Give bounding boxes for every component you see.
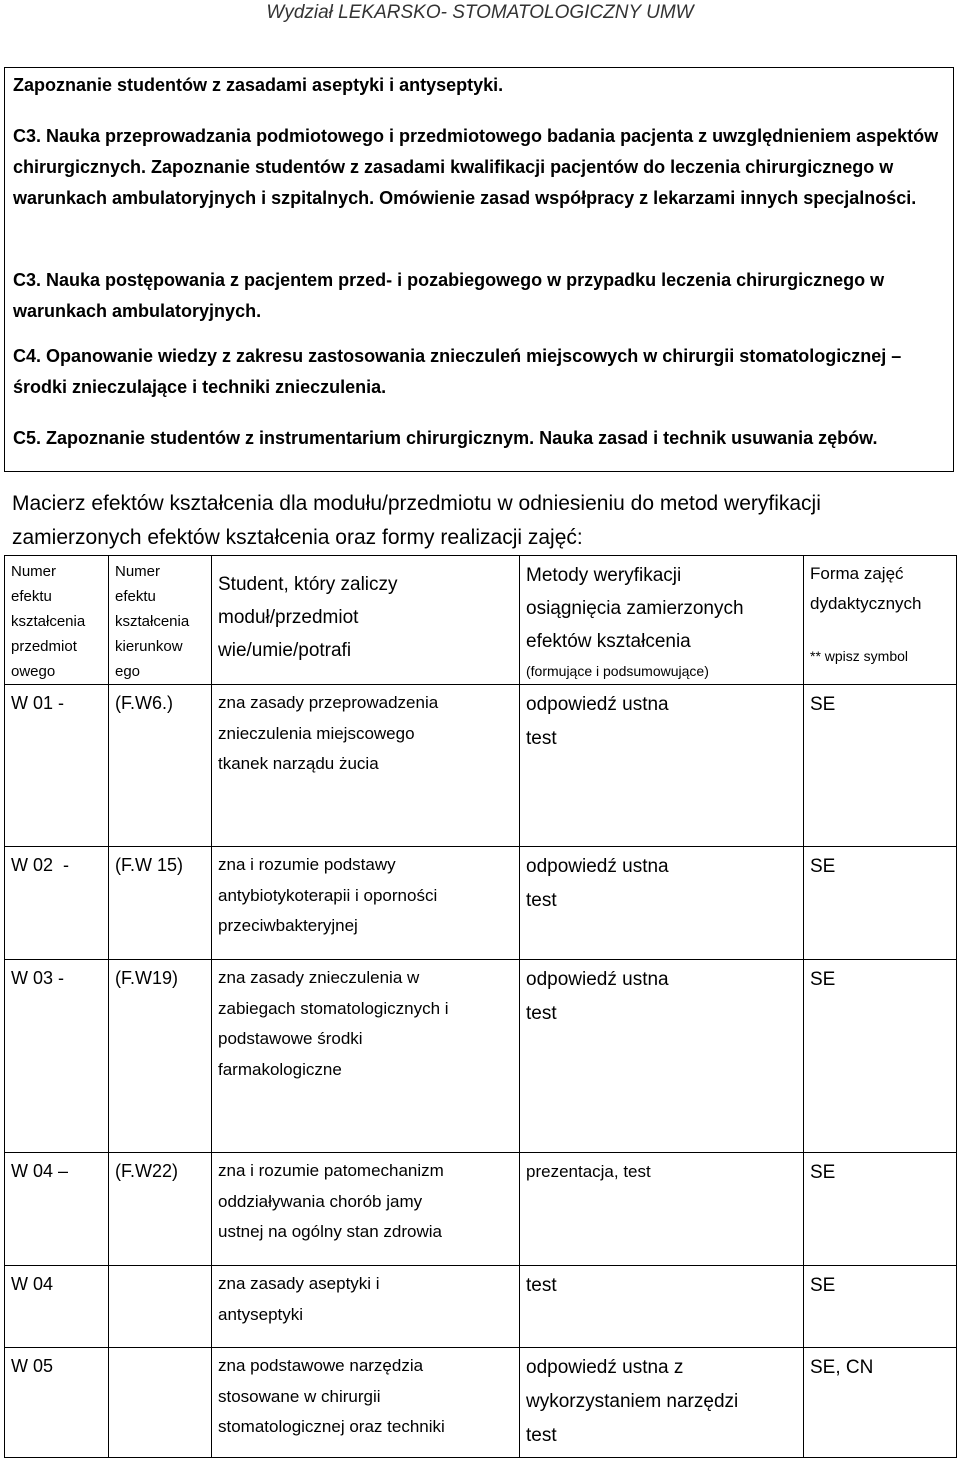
class-form: SE, CN [804,1348,957,1458]
verification-method: test [520,1266,804,1348]
matrix-title: Macierz efektów kształcenia dla modułu/przedmiotu w odniesieniu do metod weryfikacji zamierzonych efektów kształcenia oraz formy realizacji zajęć: [12,492,821,549]
course-outcome-code: W 02 - [5,847,109,960]
table-row [5,1348,957,1458]
verification-method: odpowiedź ustna test [520,847,804,960]
class-form: SE [804,847,957,960]
class-form: SE [804,960,957,1153]
class-form-sublabel: ** wpisz symbol [810,648,909,664]
page-header: Wydział LEKARSKO- STOMATOLOGICZNY UMW [266,2,694,23]
table-header-row [5,556,957,685]
course-objectives-box [4,67,954,472]
table-row [5,1266,957,1348]
learning-outcomes-table [4,555,957,1458]
program-outcome-ref: (F.W22) [109,1153,212,1266]
header-program-outcome-number: Numer efektu kształcenia kierunkow ego [109,556,212,685]
header-verification-methods [520,556,804,685]
outcome-description: zna i rozumie patomechanizm oddziaływania chorób jamy ustnej na ogólny stan zdrowia [212,1153,520,1266]
course-outcome-code: W 03 - [5,960,109,1153]
table-row [5,685,957,847]
outcome-description: zna zasady aseptyki i antyseptyki [212,1266,520,1348]
class-form: SE [804,685,957,847]
course-outcome-code: W 04 – [5,1153,109,1266]
class-form: SE [804,1266,957,1348]
objective-paragraph: C3. Nauka przeprowadzania podmiotowego i przedmiotowego badania pacjenta z uwzględnieniem aspektów chirurgicznych. Zapoznanie studentów z zasadami kwalifikacji pacjentów do leczenia chirurgicznego w warunkach ambulatoryjnych i szpitalnych. Omówienie zasad współpracy z lekarzami innych specjalności. [13,126,939,208]
program-outcome-ref [109,1348,212,1458]
header-course-outcome-number: Numer efektu kształcenia przedmiot owego [5,556,109,685]
program-outcome-ref: (F.W6.) [109,685,212,847]
verification-method: odpowiedź ustna test [520,685,804,847]
header-class-form [804,556,957,685]
verification-method: prezentacja, test [520,1153,804,1266]
verification-methods-label: Metody weryfikacji osiągnięcia zamierzonych efektów kształcenia [526,565,744,652]
program-outcome-ref: (F.W 15) [109,847,212,960]
course-outcome-code: W 01 - [5,685,109,847]
outcome-description: zna podstawowe narzędzia stosowane w chirurgii stomatologicznej oraz techniki [212,1348,520,1458]
objective-paragraph: Zapoznanie studentów z zasadami aseptyki i antyseptyki. [13,75,504,95]
course-outcome-code: W 05 [5,1348,109,1458]
objective-paragraph: C5. Zapoznanie studentów z instrumentarium chirurgicznym. Nauka zasad i technik usuwania zębów. [13,428,878,448]
table-row [5,1153,957,1266]
verification-methods-sublabel: (formujące i podsumowujące) [526,663,709,679]
class-form-label: Forma zajęć dydaktycznych [810,564,922,613]
program-outcome-ref: (F.W19) [109,960,212,1153]
header-student-outcome: Student, który zaliczy moduł/przedmiot wie/umie/potrafi [212,556,520,685]
objective-paragraph: C3. Nauka postępowania z pacjentem przed- i pozabiegowego w przypadku leczenia chirurgicznego w warunkach ambulatoryjnych. [13,270,885,321]
outcome-description: zna zasady przeprowadzenia znieczulenia miejscowego tkanek narządu żucia [212,685,520,847]
outcome-description: zna zasady znieczulenia w zabiegach stomatologicznych i podstawowe środki farmakologiczne [212,960,520,1153]
objective-paragraph: C4. Opanowanie wiedzy z zakresu zastosowania znieczuleń miejscowych w chirurgii stomatologicznej – środki znieczulające i techniki znieczulenia. [13,346,902,397]
course-outcome-code: W 04 [5,1266,109,1348]
verification-method: odpowiedź ustna test [520,960,804,1153]
outcome-description: zna i rozumie podstawy antybiotykoterapii i oporności przeciwbakteryjnej [212,847,520,960]
table-row [5,847,957,960]
program-outcome-ref [109,1266,212,1348]
class-form: SE [804,1153,957,1266]
verification-method: odpowiedź ustna z wykorzystaniem narzędzi test [520,1348,804,1458]
table-row [5,960,957,1153]
